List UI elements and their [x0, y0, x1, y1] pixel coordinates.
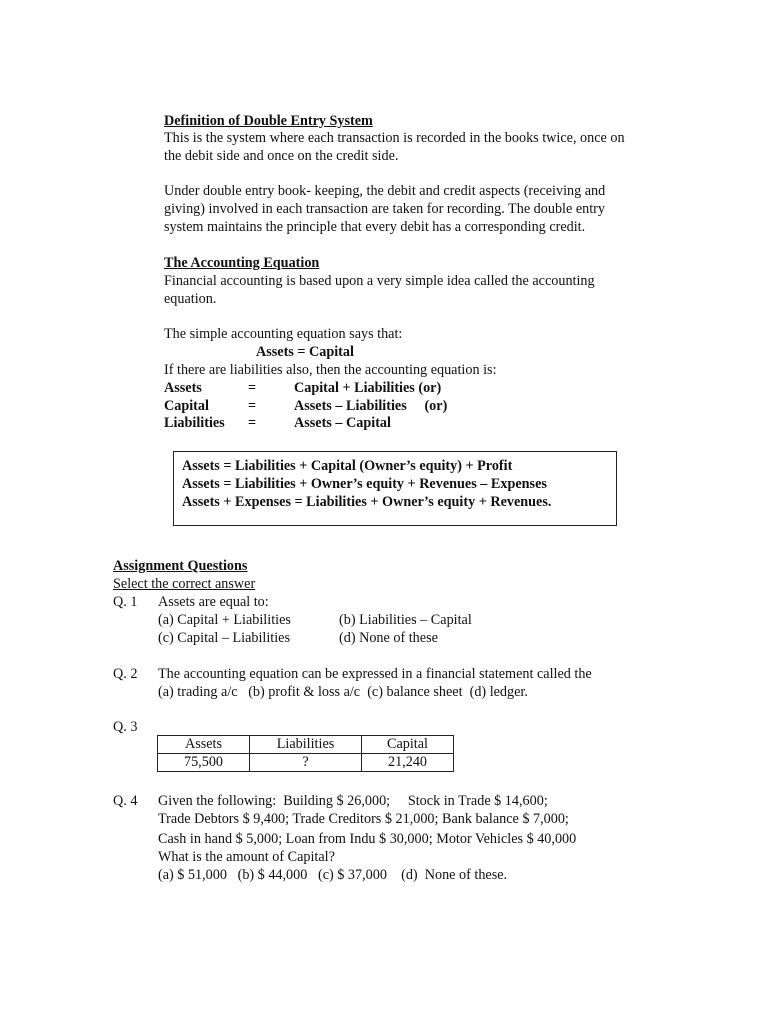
q3-table — [157, 735, 454, 772]
question-text-line: Cash in hand $ 5,000; Loan from Indu $ 30,000; Motor Vehicles $ 40,000 — [158, 831, 577, 847]
simple-equation-intro: The simple accounting equation says that: — [164, 326, 403, 342]
question-text-line: Trade Debtors $ 9,400; Trade Creditors $ 21,000; Bank balance $ 7,000; — [158, 811, 569, 827]
question-text-line: Given the following: Building $ 26,000; Stock in Trade $ 14,600; — [158, 793, 548, 809]
question-text: The accounting equation can be expressed in a financial statement called the — [158, 666, 592, 682]
equation-row-term: Capital — [164, 398, 209, 414]
answer-option: (b) Liabilities – Capital — [339, 612, 472, 628]
equation-paragraph-line: equation. — [164, 291, 217, 307]
question-text-line: What is the amount of Capital? — [158, 849, 335, 865]
answer-option: (a) Capital + Liabilities — [158, 612, 291, 628]
liabilities-intro: If there are liabilities also, then the accounting equation is: — [164, 362, 497, 378]
table-header-cell: Capital — [362, 736, 454, 754]
answer-options: (a) trading a/c (b) profit & loss a/c (c) balance sheet (d) ledger. — [158, 684, 528, 700]
equation-row-equals: = — [248, 415, 257, 431]
double-entry-paragraph-line: giving) involved in each transaction are taken for recording. The double entry — [164, 201, 605, 217]
table-cell: 75,500 — [158, 754, 250, 772]
equation-row-expression: Assets – Capital — [294, 415, 391, 431]
question-text: Assets are equal to: — [158, 594, 269, 610]
table-cell: 21,240 — [362, 754, 454, 772]
accounting-equation-heading: The Accounting Equation — [164, 255, 320, 271]
equation-row-equals: = — [248, 398, 257, 414]
table-row — [158, 754, 454, 772]
expanded-equation-line: Assets = Liabilities + Owner’s equity + Revenues – Expenses — [182, 476, 547, 492]
assignment-heading: Assignment Questions — [113, 558, 248, 574]
table-header-row — [158, 736, 454, 754]
equation-row-expression: Capital + Liabilities (or) — [294, 380, 442, 396]
assignment-instruction: Select the correct answer — [113, 576, 256, 592]
definition-paragraph-line: This is the system where each transaction is recorded in the books twice, once on — [164, 130, 625, 146]
expanded-equation-line: Assets + Expenses = Liabilities + Owner’s equity + Revenues. — [182, 494, 552, 510]
double-entry-paragraph-line: system maintains the principle that every debit has a corresponding credit. — [164, 219, 586, 235]
answer-option: (d) None of these — [339, 630, 438, 646]
table-cell: ? — [250, 754, 362, 772]
equation-row-expression: Assets – Liabilities (or) — [294, 398, 448, 414]
simple-equation: Assets = Capital — [256, 344, 354, 360]
equation-paragraph-line: Financial accounting is based upon a very simple idea called the accounting — [164, 273, 595, 289]
equation-row-term: Liabilities — [164, 415, 225, 431]
question-number: Q. 1 — [113, 594, 138, 610]
double-entry-paragraph-line: Under double entry book- keeping, the debit and credit aspects (receiving and — [164, 183, 606, 199]
definition-heading: Definition of Double Entry System — [164, 113, 373, 129]
question-number: Q. 2 — [113, 666, 138, 682]
answer-option: (c) Capital – Liabilities — [158, 630, 290, 646]
question-number: Q. 4 — [113, 793, 138, 809]
table-header-cell: Assets — [158, 736, 250, 754]
table-header-cell: Liabilities — [250, 736, 362, 754]
equation-row-equals: = — [248, 380, 257, 396]
definition-paragraph-line: the debit side and once on the credit side. — [164, 148, 399, 164]
equation-row-term: Assets — [164, 380, 202, 396]
expanded-equation-line: Assets = Liabilities + Capital (Owner’s equity) + Profit — [182, 458, 513, 474]
answer-options: (a) $ 51,000 (b) $ 44,000 (c) $ 37,000 (d) None of these. — [158, 867, 508, 883]
question-number: Q. 3 — [113, 719, 138, 735]
